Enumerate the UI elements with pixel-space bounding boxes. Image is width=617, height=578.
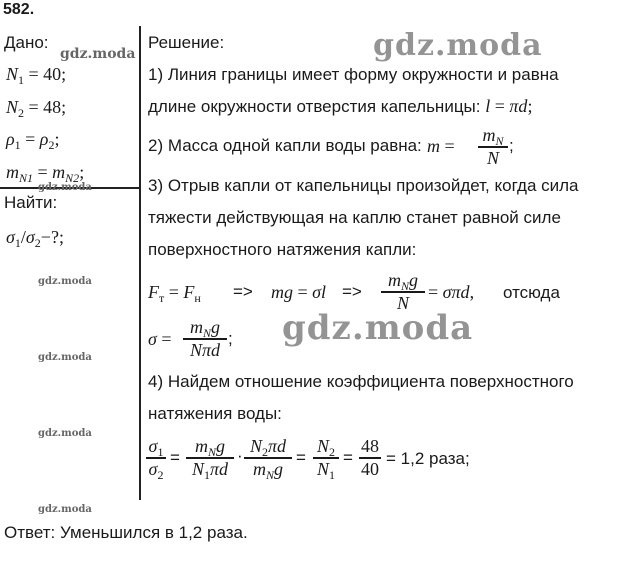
ratio-den-3: $m_Ng$	[252, 458, 283, 482]
watermark-small-header: gdz.moda	[60, 46, 136, 62]
step1-formula: l = πd;	[485, 96, 533, 116]
step2-lhs: m =	[427, 136, 455, 156]
find-label: Найти:	[4, 193, 58, 212]
sigma-end: ;	[228, 329, 233, 348]
ratio-fraction-1	[146, 436, 166, 482]
step1-line2	[148, 97, 532, 115]
watermark-small-2: gdz.moda	[38, 276, 92, 287]
eq-arrow2: =>	[342, 282, 362, 301]
step4-line2: натяжения воды:	[148, 404, 282, 423]
ratio-eq-1: =	[170, 448, 180, 467]
step2-text: 2) Масса одной капли воды равна:	[148, 136, 422, 155]
ratio-eq-3: =	[343, 448, 353, 467]
ratio-den-2: $N_1\pi d$	[191, 458, 229, 482]
watermark-small-3: gdz.moda	[38, 352, 92, 363]
ratio-eq-2: =	[296, 448, 306, 467]
eq-mg: mg = σl	[271, 282, 327, 302]
watermark-large-middle: gdz.moda	[282, 308, 474, 348]
eq-force: $F_т = F_н$	[148, 282, 201, 305]
step2-fraction	[478, 126, 508, 167]
ratio-num-4: $N_2$	[316, 436, 335, 459]
problem-number: 582.	[3, 1, 35, 18]
ratio-den-5: 40	[361, 458, 379, 479]
watermark-large-top: gdz.moda	[373, 28, 543, 63]
ratio-num-1: $\sigma_1$	[148, 436, 164, 459]
watermark-small-5: gdz.moda	[38, 504, 92, 515]
step3-line2: тяжести действующая на каплю станет равной силе	[148, 208, 561, 227]
watermark-small-1: gdz.moda	[38, 182, 92, 193]
eq-rhs: = σπd,	[428, 282, 475, 302]
ratio-num-5: 48	[361, 436, 379, 456]
given-label: Дано:	[4, 33, 49, 52]
step3-line3: поверхностного натяжения капли:	[148, 240, 417, 259]
ratio-fraction-3	[244, 436, 292, 482]
fraction-bar	[244, 457, 292, 459]
eq-arrow1: =>	[233, 282, 253, 301]
vertical-divider	[139, 26, 141, 500]
given-rho: $\rho_1 = \rho_2$;	[6, 129, 60, 152]
ratio-fraction-5	[359, 437, 381, 478]
given-mass: $m_{N1} = m_{N2}$;	[6, 162, 85, 185]
sigma-lhs: σ =	[148, 329, 172, 349]
eq-fraction	[381, 271, 425, 312]
sigma-numerator: $m_Ng$	[189, 317, 220, 340]
eq-numerator: $m_Ng$	[387, 270, 418, 293]
eq-tail: отсюда	[503, 283, 560, 302]
ratio-den-1: $\sigma_2$	[148, 458, 164, 482]
find-ratio: $\sigma_1/\sigma_2-$?;	[6, 227, 64, 250]
ratio-num-2: $m_Ng$	[194, 436, 225, 459]
eq-denominator: N	[396, 292, 409, 313]
given-n2: $N_2 = 48$;	[6, 97, 67, 120]
ratio-den-4: $N_1$	[316, 458, 335, 482]
step1-text: длине окружности отверстия капельницы:	[148, 97, 481, 116]
step4-line1: 4) Найдем отношение коэффициента поверхностного	[148, 372, 574, 391]
sigma-denominator: Nπd	[189, 339, 221, 360]
step3-line1: 3) Отрыв капли от капельницы произойдет, когда сила	[148, 176, 579, 195]
given-n1: $N_1 = 40$;	[6, 64, 67, 87]
ratio-fraction-2	[186, 436, 234, 482]
solution-title: Решение:	[148, 33, 225, 52]
ratio-fraction-4	[313, 436, 339, 482]
step1-line1: 1) Линия границы имеет форму окружности и равна	[148, 65, 559, 84]
step2-numerator: $m_N$	[482, 125, 504, 148]
step2-semicolon: ;	[509, 136, 514, 155]
answer: Ответ: Уменьшился в 1,2 раза.	[4, 523, 248, 542]
watermark-small-4: gdz.moda	[38, 428, 92, 439]
ratio-result: = 1,2 раза;	[386, 449, 470, 468]
ratio-num-3: $N_2\pi d$	[249, 436, 287, 459]
ratio-dot: ·	[237, 446, 243, 465]
sigma-fraction	[183, 318, 227, 359]
step2-denominator: N	[486, 147, 499, 168]
